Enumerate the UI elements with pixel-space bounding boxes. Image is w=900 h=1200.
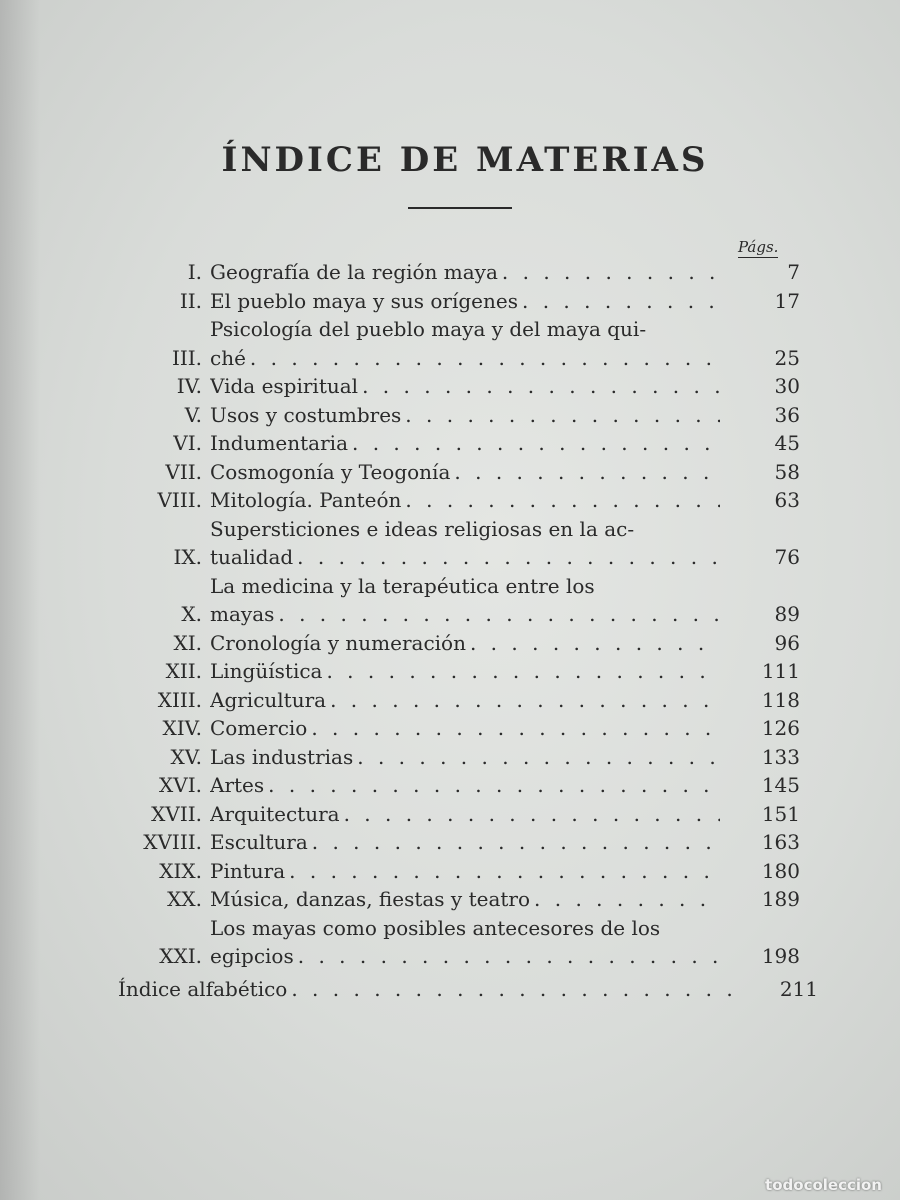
chapter-title-text: Cosmogonía y Teogonía (210, 459, 451, 484)
page-number: 30 (774, 374, 800, 398)
chapter-title-line (210, 800, 720, 829)
chapter-numeral: XIII. (157, 687, 202, 712)
chapter-title-text: Mitología. Panteón (210, 488, 402, 512)
chapter-numeral: I. (187, 260, 202, 284)
dot-leader (285, 857, 720, 886)
chapter-title-line (210, 743, 720, 772)
page-number: 17 (774, 288, 800, 313)
chapter-title-text: Las industrias (210, 744, 354, 769)
chapter-title-text: Psicología del pueblo maya y del maya qui- (210, 317, 647, 341)
chapter-title-line (210, 629, 720, 658)
page-number: 163 (761, 830, 800, 854)
chapter-title-line (210, 686, 720, 715)
chapter-numeral: XII. (165, 659, 202, 683)
dot-leader (518, 287, 720, 316)
chapter-title (210, 714, 720, 743)
chapter-numeral: XV. (170, 744, 202, 769)
chapter-title (210, 914, 720, 971)
chapter-title-line (210, 828, 720, 857)
toc-entry (100, 714, 800, 743)
chapter-numeral: VIII. (157, 488, 202, 512)
dot-leader (308, 828, 720, 857)
dot-leader (326, 686, 720, 715)
page-number: 211 (779, 976, 818, 1001)
toc-entry (100, 914, 800, 971)
toc-entry (100, 458, 800, 487)
chapter-title (210, 800, 720, 829)
chapter-title-text: Cronología y numeración (210, 630, 466, 655)
chapter-title-text: Artes (210, 773, 265, 797)
page-gutter-shadow (0, 0, 40, 1200)
chapter-numeral: XIX. (159, 858, 202, 883)
dot-leader (287, 975, 738, 1004)
dot-leader (322, 657, 720, 686)
toc-entry (100, 743, 800, 772)
chapter-title-text: Los mayas como posibles antecesores de los (210, 915, 661, 940)
chapter-numeral: XX. (167, 887, 202, 911)
chapter-title (210, 686, 720, 715)
toc-entry (100, 800, 800, 829)
chapter-title-line (210, 771, 720, 800)
toc-entry (100, 686, 800, 715)
toc-entry (100, 401, 800, 430)
chapter-numeral: XIV. (162, 716, 202, 740)
dot-leader (340, 800, 720, 829)
toc-entry (100, 287, 800, 316)
chapter-title (210, 828, 720, 857)
toc-entry (100, 258, 800, 287)
page-number: 145 (761, 773, 800, 797)
chapter-title (210, 486, 720, 515)
chapter-title-line (210, 458, 720, 487)
dot-leader (498, 258, 720, 287)
page-number: 7 (787, 260, 800, 284)
toc-entry (100, 857, 800, 886)
chapter-title (210, 287, 720, 316)
chapter-title-line (210, 287, 720, 316)
toc-entry (100, 771, 800, 800)
chapter-title (210, 771, 720, 800)
table-of-contents (100, 258, 818, 1003)
page-number: 198 (761, 944, 800, 968)
chapter-title-text: El pueblo maya y sus orígenes (210, 288, 518, 313)
page-number: 133 (761, 744, 800, 769)
pages-column-label: Págs. (738, 238, 779, 256)
chapter-title-text: ché (210, 345, 246, 370)
chapter-numeral: IX. (173, 545, 202, 569)
index-title-text: Índice alfabético (118, 976, 288, 1001)
chapter-numeral: X. (181, 602, 202, 626)
dot-leader (348, 429, 720, 458)
page-number: 25 (774, 345, 800, 370)
page-title: ÍNDICE DE MATERIAS (221, 140, 709, 180)
chapter-title-line (210, 344, 720, 373)
chapter-title-line (210, 372, 720, 401)
chapter-title-line (210, 657, 720, 686)
page-number: 126 (761, 716, 800, 740)
chapter-title (210, 429, 720, 458)
chapter-title-line (210, 914, 720, 943)
chapter-title-text: Lingüística (210, 659, 323, 683)
chapter-title-line (210, 315, 720, 344)
chapter-title (210, 458, 720, 487)
page-number: 45 (774, 431, 800, 455)
chapter-title-line (210, 515, 720, 544)
chapter-title-line (210, 429, 720, 458)
chapter-title-text: Escultura (210, 830, 308, 854)
index-title (118, 975, 738, 1004)
chapter-numeral: II. (179, 288, 202, 313)
chapter-title-line (210, 600, 720, 629)
chapter-title-line (210, 942, 720, 971)
dot-leader (530, 885, 720, 914)
chapter-numeral: XI. (173, 630, 202, 655)
chapter-title-line (210, 885, 720, 914)
chapter-title-text: mayas (210, 602, 275, 626)
page-number: 111 (761, 659, 800, 683)
chapter-title-line (210, 401, 720, 430)
dot-leader (450, 458, 720, 487)
dot-leader (293, 543, 720, 572)
page-number: 118 (761, 687, 800, 712)
watermark: todocoleccion (765, 1176, 882, 1194)
toc-entry (100, 429, 800, 458)
chapter-title-line (210, 857, 720, 886)
chapter-numeral: IV. (176, 374, 202, 398)
chapter-title (210, 657, 720, 686)
toc-entry (100, 515, 800, 572)
chapter-numeral: XVIII. (143, 830, 202, 854)
chapter-title (210, 258, 720, 287)
page-number: 89 (774, 602, 800, 626)
dot-leader (307, 714, 720, 743)
page-number: 189 (761, 887, 800, 911)
chapter-title (210, 743, 720, 772)
chapter-title-text: Pintura (210, 858, 286, 883)
toc-entry (100, 657, 800, 686)
chapter-numeral: III. (171, 345, 202, 370)
toc-entry (100, 629, 800, 658)
page-number: 76 (774, 545, 800, 569)
toc-entry (100, 372, 800, 401)
chapter-title-text: Geografía de la región maya (210, 260, 498, 284)
page-number: 151 (761, 801, 800, 826)
chapter-title-text: Música, danzas, fiestas y teatro (210, 887, 531, 911)
chapter-numeral: VI. (173, 431, 202, 455)
chapter-title-text: Arquitectura (210, 801, 340, 826)
page-number: 180 (761, 858, 800, 883)
toc-entry (100, 572, 800, 629)
chapter-title-text: Indumentaria (210, 431, 348, 455)
chapter-title-text: La medicina y la terapéutica entre los (210, 573, 595, 598)
dot-leader (353, 743, 720, 772)
dot-leader (294, 942, 720, 971)
chapter-numeral: XVII. (151, 801, 202, 826)
dot-leader (466, 629, 720, 658)
chapter-numeral: XVI. (159, 773, 202, 797)
toc-entry-index (100, 975, 818, 1004)
chapter-title-line (210, 543, 720, 572)
chapter-numeral: V. (184, 402, 202, 427)
chapter-numeral: XXI. (159, 944, 202, 968)
chapter-numeral: VII. (165, 459, 202, 484)
chapter-title-line (210, 714, 720, 743)
dot-leader (358, 372, 720, 401)
toc-entry (100, 315, 800, 372)
chapter-title-line (210, 258, 720, 287)
chapter-title-text: Vida espiritual (210, 374, 359, 398)
page-number: 63 (774, 488, 800, 512)
chapter-title (210, 372, 720, 401)
chapter-title-text: Usos y costumbres (210, 402, 402, 427)
page-number: 58 (774, 459, 800, 484)
chapter-title-line (210, 572, 720, 601)
chapter-title-text: Supersticiones e ideas religiosas en la ac- (210, 516, 635, 541)
toc-entry (100, 885, 800, 914)
chapter-title-text: Agricultura (210, 687, 327, 712)
chapter-title (210, 629, 720, 658)
dot-leader (246, 344, 720, 373)
toc-entry (100, 486, 800, 515)
chapter-title-text: tualidad (210, 545, 294, 569)
dot-leader (401, 486, 720, 515)
page-number: 36 (774, 402, 800, 427)
title-rule (408, 207, 512, 209)
chapter-title (210, 401, 720, 430)
chapter-title (210, 515, 720, 572)
chapter-title (210, 857, 720, 886)
chapter-title (210, 315, 720, 372)
dot-leader (264, 771, 720, 800)
index-title-line (118, 975, 738, 1004)
chapter-title (210, 885, 720, 914)
chapter-title (210, 572, 720, 629)
dot-leader (401, 401, 720, 430)
chapter-title-text: Comercio (210, 716, 308, 740)
dot-leader (274, 600, 720, 629)
chapter-title-text: egipcios (210, 944, 294, 968)
toc-entry (100, 828, 800, 857)
page-number: 96 (774, 630, 800, 655)
chapter-title-line (210, 486, 720, 515)
